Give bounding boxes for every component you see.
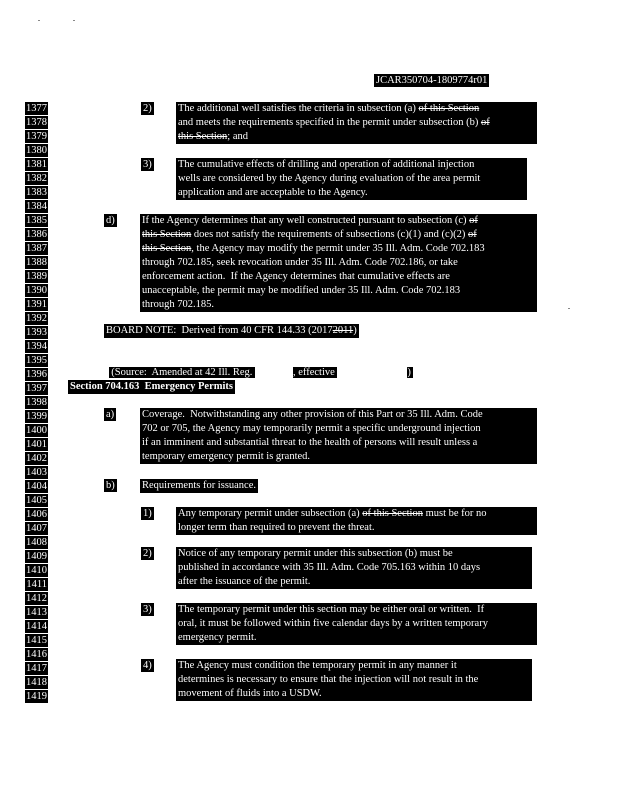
text-line: The cumulative effects of drilling and operation of additional injection xyxy=(178,159,475,170)
text-line: (Source: Amended at 42 Ill. Reg. xyxy=(111,367,256,378)
scan-speck xyxy=(38,20,40,21)
line-number: 1402 xyxy=(26,453,47,464)
line-number: 1384 xyxy=(26,201,47,212)
struck-text: of xyxy=(469,215,478,226)
source-note xyxy=(104,352,413,378)
line-number: 1382 xyxy=(26,173,47,184)
item-marker: 3) xyxy=(143,159,152,170)
line-number: 1385 xyxy=(26,215,47,226)
line-number: 1412 xyxy=(26,593,47,604)
text-line: after the issuance of the permit. xyxy=(178,576,311,587)
text-line: longer term than required to prevent the threat. xyxy=(178,522,375,533)
line-number: 1418 xyxy=(26,677,47,688)
item-marker: a) xyxy=(106,409,115,420)
line-number: 1378 xyxy=(26,117,47,128)
struck-text: this Section xyxy=(142,229,192,240)
paragraph-d xyxy=(140,214,537,312)
paragraph-c3 xyxy=(176,158,527,200)
paragraph-b: Requirements for issuance. xyxy=(142,480,257,491)
text-line: If the Agency determines that any well constructed pursuant to subsection (c) xyxy=(142,215,470,226)
line-number: 1383 xyxy=(26,187,47,198)
text-line: application and are acceptable to the Agency. xyxy=(178,187,368,198)
text-line: published in accordance with 35 Ill. Adm. Code 705.163 within 10 days xyxy=(178,562,481,573)
line-number: 1416 xyxy=(26,649,47,660)
line-number: 1414 xyxy=(26,621,47,632)
line-number: 1408 xyxy=(26,537,47,548)
line-number: 1399 xyxy=(26,411,47,422)
struck-text: this Section xyxy=(142,243,192,254)
line-number: 1415 xyxy=(26,635,47,646)
line-number: 1400 xyxy=(26,425,47,436)
item-marker: 1) xyxy=(143,508,152,519)
line-number: 1389 xyxy=(26,271,47,282)
struck-text: of xyxy=(468,229,477,240)
line-number: 1396 xyxy=(26,369,47,380)
line-number: 1388 xyxy=(26,257,47,268)
line-number: 1398 xyxy=(26,397,47,408)
item-marker: b) xyxy=(106,480,115,491)
item-marker: 2) xyxy=(143,548,152,559)
line-number: 1392 xyxy=(26,313,47,324)
text-line: movement of fluids into a USDW. xyxy=(178,688,322,699)
line-number: 1403 xyxy=(26,467,47,478)
text-line: BOARD NOTE: Derived from 40 CFR 144.33 (2017 xyxy=(106,325,333,336)
line-number: 1404 xyxy=(26,481,47,492)
text-line: unacceptable, the permit may be modified under 35 Ill. Adm. Code 702.183 xyxy=(142,285,461,296)
paragraph-b3 xyxy=(176,603,537,645)
text-line: wells are considered by the Agency during evaluation of the area permit xyxy=(178,173,481,184)
text-line: temporary emergency permit is granted. xyxy=(142,451,311,462)
text-line: does not satisfy the requirements of subsections (c)(1) and (c)(2) xyxy=(191,229,469,240)
document-id: JCAR350704-1809774r01 xyxy=(376,75,488,86)
line-number: 1390 xyxy=(26,285,47,296)
text-line: , effective xyxy=(293,367,338,378)
line-number: 1386 xyxy=(26,229,47,240)
line-number: 1405 xyxy=(26,495,47,506)
text-line: and meets the requirements specified in the permit under subsection (b) xyxy=(178,117,481,128)
paragraph-c2 xyxy=(176,102,537,144)
text-line: enforcement action. If the Agency determines that cumulative effects are xyxy=(142,271,450,282)
text-line: ; and xyxy=(227,131,248,142)
text-line: , the Agency may modify the permit under 35 Ill. Adm. Code 702.183 xyxy=(191,243,485,254)
line-number: 1406 xyxy=(26,509,47,520)
text-line: oral, it must be followed within five calendar days by a written temporary xyxy=(178,618,488,629)
text-line: through 702.185, seek revocation under 35 Ill. Adm. Code 702.186, or take xyxy=(142,257,458,268)
text-line: The Agency must condition the temporary permit in any manner it xyxy=(178,660,457,671)
line-number: 1397 xyxy=(26,383,47,394)
scan-speck xyxy=(73,20,75,21)
text-line: through 702.185. xyxy=(142,299,215,310)
struck-text: of xyxy=(480,117,490,128)
line-number: 1413 xyxy=(26,607,47,618)
text-line: must be for no xyxy=(422,508,487,519)
text-line: 702 or 705, the Agency may temporarily permit a specific underground injection xyxy=(142,423,481,434)
text-line: determines is necessary to ensure that the injection will not result in the xyxy=(178,674,479,685)
struck-text: this Section xyxy=(178,131,228,142)
line-number: 1417 xyxy=(26,663,47,674)
line-number: 1381 xyxy=(26,159,47,170)
line-number: 1380 xyxy=(26,145,47,156)
item-marker: 4) xyxy=(143,660,152,671)
paragraph-b1 xyxy=(176,507,537,535)
line-number: 1393 xyxy=(26,327,47,338)
line-number: 1379 xyxy=(26,131,47,142)
line-number: 1407 xyxy=(26,523,47,534)
text-line: emergency permit. xyxy=(178,632,257,643)
struck-text: of this Section xyxy=(362,508,423,519)
item-marker: d) xyxy=(106,215,115,226)
line-number: 1395 xyxy=(26,355,47,366)
scan-speck xyxy=(568,308,570,309)
line-number: 1387 xyxy=(26,243,47,254)
line-number: 1409 xyxy=(26,551,47,562)
paragraph-b4 xyxy=(176,659,532,701)
struck-text: of this Section xyxy=(418,103,480,114)
paragraph-a xyxy=(140,408,537,464)
line-number: 1411 xyxy=(26,579,47,590)
line-number: 1377 xyxy=(26,103,47,114)
text-line: ) xyxy=(353,325,357,336)
text-line: ) xyxy=(407,367,411,378)
text-line: if an imminent and substantial threat to the health of persons will result unless a xyxy=(142,437,478,448)
line-number: 1401 xyxy=(26,439,47,450)
text-line: The additional well satisfies the criteria in subsection (a) xyxy=(178,103,419,114)
line-number: 1419 xyxy=(26,691,47,702)
line-number: 1391 xyxy=(26,299,47,310)
text-line: The temporary permit under this section may be either oral or written. If xyxy=(178,604,485,615)
item-marker: 3) xyxy=(143,604,152,615)
text-line: Notice of any temporary permit under this subsection (b) must be xyxy=(178,548,453,559)
text-line: Coverage. Notwithstanding any other provision of this Part or 35 Ill. Adm. Code xyxy=(142,409,483,420)
text-line: Any temporary permit under subsection (a) xyxy=(178,508,363,519)
line-number: 1410 xyxy=(26,565,47,576)
line-number: 1394 xyxy=(26,341,47,352)
struck-text: 2011 xyxy=(332,325,354,336)
paragraph-b2 xyxy=(176,547,532,589)
item-marker: 2) xyxy=(143,103,152,114)
board-note xyxy=(104,324,359,338)
section-heading: Section 704.163 Emergency Permits xyxy=(70,381,234,392)
